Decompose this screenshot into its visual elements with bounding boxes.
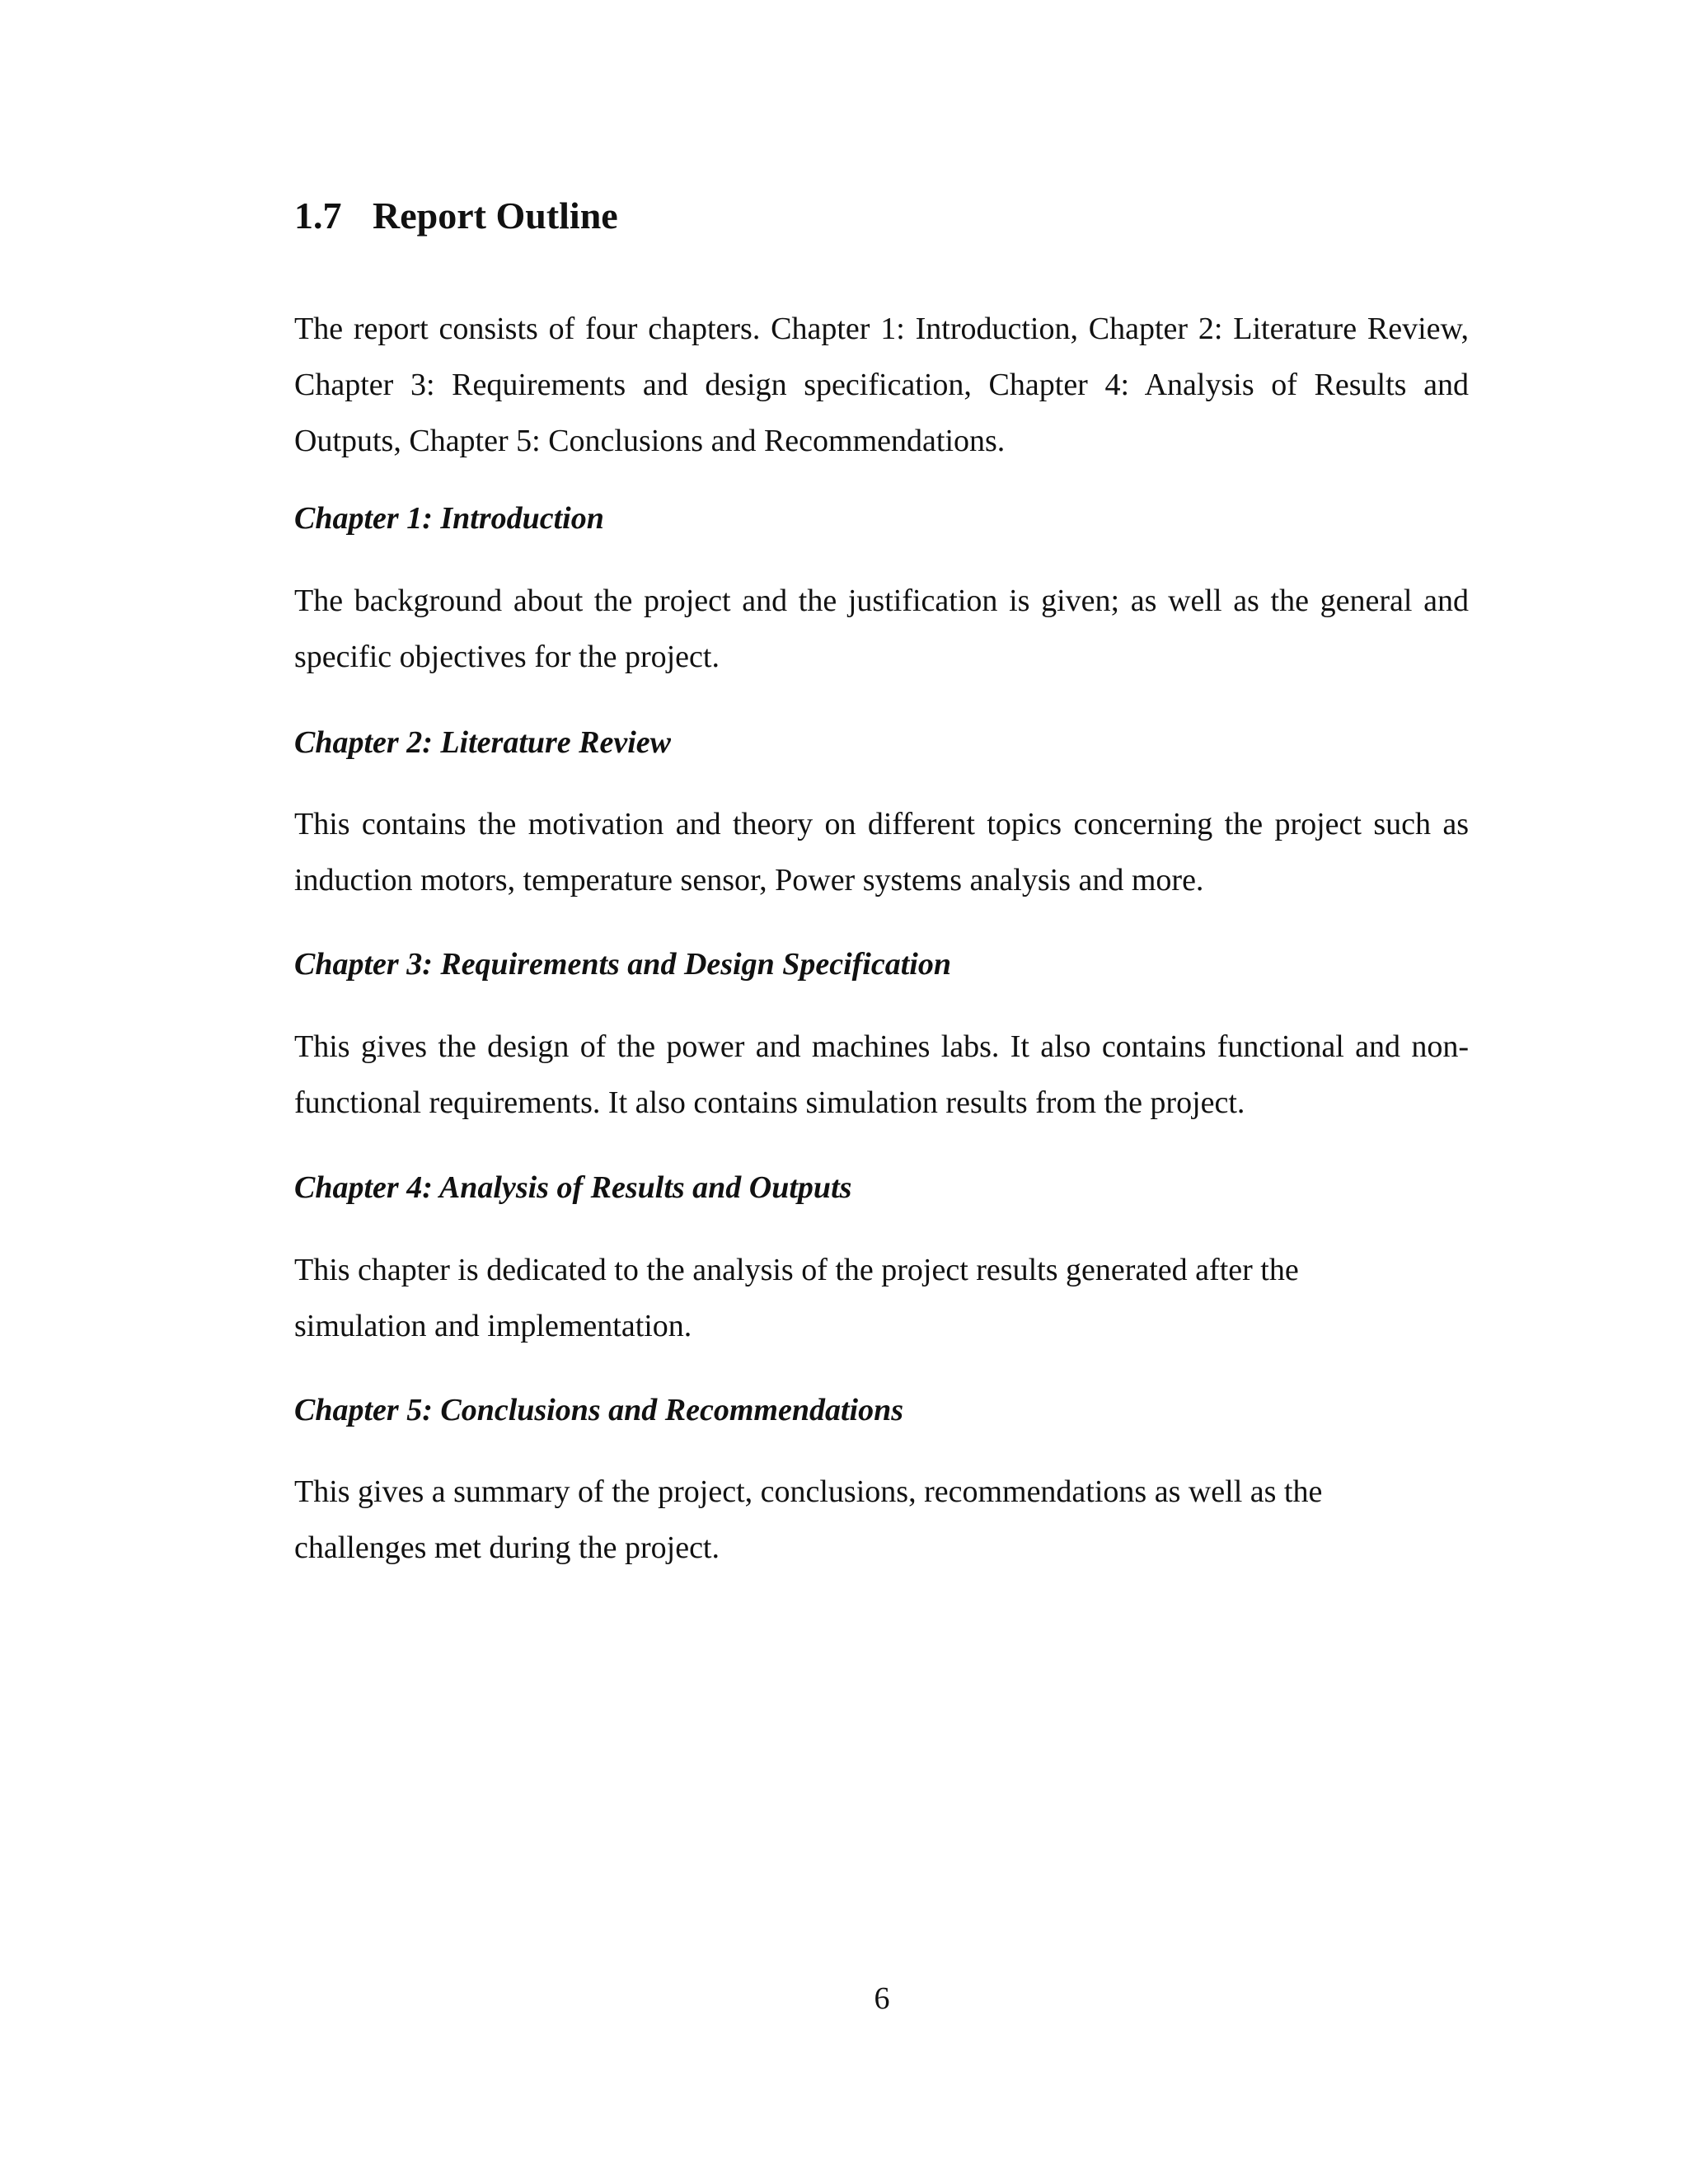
chapter-5-description: This gives a summary of the project, conclusions, recommendations as well as the challenges met during the project. xyxy=(294,1474,1323,1565)
section-heading xyxy=(294,191,618,241)
section-number: 1.7 xyxy=(294,194,342,237)
chapter-1-heading: Chapter 1: Introduction xyxy=(294,501,604,536)
chapter-3-heading: Chapter 3: Requirements and Design Specification xyxy=(294,947,951,982)
chapter-4-description: This chapter is dedicated to the analysis of the project results generated after the simulation and implementation. xyxy=(294,1253,1299,1343)
intro-paragraph: The report consists of four chapters. Chapter 1: Introduction, Chapter 2: Literature Review, Chapter 3: Requirements and design specification, Chapter 4: Analysis of Results and Outputs, Chapter 5: Conclusions and Recommendations. xyxy=(294,312,1469,458)
chapter-4-heading: Chapter 4: Analysis of Results and Outputs xyxy=(294,1170,852,1205)
chapter-5-heading: Chapter 5: Conclusions and Recommendations xyxy=(294,1393,904,1427)
chapter-3-description: This gives the design of the power and machines labs. It also contains functional and non-functional requirements. It also contains simulation results from the project. xyxy=(294,1029,1469,1120)
section-title: Report Outline xyxy=(373,194,618,237)
chapter-2-heading: Chapter 2: Literature Review xyxy=(294,725,672,760)
chapter-1-description: The background about the project and the justification is given; as well as the general and specific objectives for the project. xyxy=(294,583,1469,674)
page-number: 6 xyxy=(874,1981,890,2016)
chapter-2-description: This contains the motivation and theory on different topics concerning the project such as induction motors, temperature sensor, Power systems analysis and more. xyxy=(294,807,1469,898)
